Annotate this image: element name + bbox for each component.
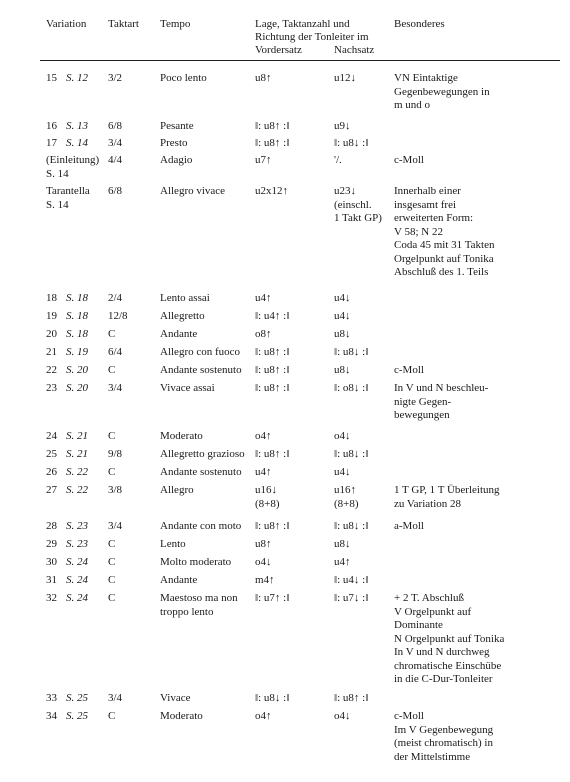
score-page-ref: S. 22 xyxy=(66,466,88,478)
variation-number: 26 xyxy=(46,466,57,478)
variation-number: 27 xyxy=(46,484,57,496)
besonderes-cell-line: in die C-Dur-Tonleiter xyxy=(394,673,493,685)
vordersatz-cell xyxy=(255,328,272,342)
vordersatz-cell xyxy=(255,310,289,324)
besonderes-cell xyxy=(394,72,562,113)
variation-number: 24 xyxy=(46,430,57,442)
score-page-ref: S. 24 xyxy=(66,556,88,568)
vordersatz-cell xyxy=(255,448,289,462)
taktart-cell: 3/4 xyxy=(108,382,123,394)
taktart-cell: 12/8 xyxy=(108,310,128,322)
variation-cell xyxy=(46,185,108,212)
besonderes-cell-line: + 2 T. Abschluß xyxy=(394,592,464,604)
besonderes-cell-line: m und o xyxy=(394,99,431,111)
vordersatz-cell-line: o4↑ xyxy=(255,710,272,722)
header-vordersatz: Vordersatz xyxy=(255,44,302,56)
header-lage-line: Richtung der Tonleiter im xyxy=(255,31,369,43)
vordersatz-cell xyxy=(255,556,272,570)
vordersatz-cell xyxy=(255,692,289,706)
taktart-cell: C xyxy=(108,430,116,442)
score-page-ref: S. 14 xyxy=(66,137,88,149)
besonderes-cell xyxy=(394,382,562,423)
variation-cell xyxy=(46,382,108,396)
vordersatz-cell-line: u4↑ xyxy=(255,466,272,478)
besonderes-cell-line: der Mittelstimme xyxy=(394,750,471,763)
nachsatz-cell xyxy=(334,154,342,168)
besonderes-cell-line: VN Eintaktige xyxy=(394,72,458,84)
vordersatz-cell xyxy=(255,574,275,588)
vordersatz-cell xyxy=(255,520,289,534)
variation-cell xyxy=(46,592,108,606)
taktart-cell: 3/4 xyxy=(108,692,123,704)
vordersatz-cell xyxy=(255,292,272,306)
vordersatz-cell-line: ‖: u8↑ :‖ xyxy=(255,120,290,132)
besonderes-cell-line: Innerhalb einer xyxy=(394,185,461,197)
tempo-cell-line: Poco lento xyxy=(160,72,207,84)
nachsatz-cell xyxy=(334,520,368,534)
tempo-cell-line: Maestoso ma non xyxy=(160,592,238,604)
nachsatz-cell-line: u8↓ xyxy=(334,538,351,550)
vordersatz-cell-line: ‖: u8↑ :‖ xyxy=(255,448,290,460)
nachsatz-cell-line: 1 Takt GP) xyxy=(334,212,382,224)
nachsatz-cell xyxy=(334,430,351,444)
vordersatz-cell-line: u16↓ xyxy=(255,484,277,496)
tempo-cell-line: Andante sostenuto xyxy=(160,466,242,478)
besonderes-cell-line: Dominante xyxy=(394,619,443,631)
tempo-cell xyxy=(160,574,252,588)
nachsatz-cell xyxy=(334,448,368,462)
variation-cell xyxy=(46,574,108,588)
taktart-cell: 2/4 xyxy=(108,292,123,304)
tempo-cell-line: Andante xyxy=(160,328,198,340)
taktart-cell: 6/4 xyxy=(108,346,123,358)
besonderes-cell-line: (meist chromatisch) in xyxy=(394,737,493,749)
tempo-cell xyxy=(160,292,252,306)
tempo-cell xyxy=(160,328,252,342)
besonderes-cell xyxy=(394,185,562,280)
besonderes-cell xyxy=(394,520,562,534)
tempo-cell xyxy=(160,346,252,360)
score-page-ref: S. 12 xyxy=(66,72,88,84)
tempo-cell-line: Pesante xyxy=(160,120,194,132)
besonderes-cell-line: 1 T GP, 1 T Überleitung xyxy=(394,484,500,496)
nachsatz-cell-line: u8↓ xyxy=(334,328,351,340)
tempo-cell-line: Moderato xyxy=(160,430,203,442)
vordersatz-cell-line: ‖: u8↑ :‖ xyxy=(255,520,290,532)
besonderes-cell xyxy=(394,710,562,764)
score-page-ref: S. 24 xyxy=(66,592,88,604)
header-lage-line: Lage, Taktanzahl und xyxy=(255,18,350,30)
tempo-cell-line: Vivace assai xyxy=(160,382,215,394)
vordersatz-cell-line: o8↑ xyxy=(255,328,272,340)
nachsatz-cell-line: u16↑ xyxy=(334,484,356,496)
variation-cell xyxy=(46,520,108,534)
tempo-cell-line: Andante sostenuto xyxy=(160,364,242,376)
variation-cell xyxy=(46,692,108,706)
variation-cell xyxy=(46,538,108,552)
header-besonderes: Besonderes xyxy=(394,18,445,30)
vordersatz-cell-line: ‖: u4↑ :‖ xyxy=(255,310,290,322)
tempo-cell xyxy=(160,382,252,396)
variation-cell xyxy=(46,328,108,342)
besonderes-cell-line: N Orgelpunkt auf Tonika xyxy=(394,632,505,645)
vordersatz-cell-line: u8↑ xyxy=(255,72,272,84)
variation-cell xyxy=(46,137,108,151)
taktart-cell: C xyxy=(108,592,116,604)
score-page-ref: S. 14 xyxy=(46,198,69,211)
besonderes-cell-line: chromatische Einschübe xyxy=(394,659,502,672)
variation-cell xyxy=(46,310,108,324)
nachsatz-cell xyxy=(334,328,351,342)
vordersatz-cell xyxy=(255,592,289,606)
variation-cell xyxy=(46,710,108,724)
vordersatz-cell-line: ‖: u7↑ :‖ xyxy=(255,592,290,604)
besonderes-cell xyxy=(394,484,562,511)
vordersatz-cell xyxy=(255,346,289,360)
tempo-cell-line: Molto moderato xyxy=(160,556,232,568)
nachsatz-cell xyxy=(334,292,351,306)
besonderes-cell-line: V 58; N 22 xyxy=(394,225,443,238)
variation-number: Tarantella xyxy=(46,185,90,197)
variation-number: 16 xyxy=(46,120,57,132)
nachsatz-cell-line: ‖: u7↓ :‖ xyxy=(334,592,369,604)
tempo-cell xyxy=(160,137,252,151)
nachsatz-cell-line: ‖: u8↑ :‖ xyxy=(334,692,369,704)
taktart-cell: 3/8 xyxy=(108,484,123,496)
vordersatz-cell xyxy=(255,382,289,396)
variation-number: 20 xyxy=(46,328,57,340)
vordersatz-cell xyxy=(255,484,280,511)
nachsatz-cell xyxy=(334,346,368,360)
vordersatz-cell xyxy=(255,185,288,199)
variation-number: 28 xyxy=(46,520,57,532)
tempo-cell xyxy=(160,120,252,134)
vordersatz-cell-line: o4↑ xyxy=(255,430,272,442)
vordersatz-cell-line: ‖: u8↑ :‖ xyxy=(255,382,290,394)
besonderes-cell-line: erweiterten Form: xyxy=(394,212,474,224)
nachsatz-cell-line: ‖: u8↓ :‖ xyxy=(334,346,369,358)
vordersatz-cell-line: m4↑ xyxy=(255,574,275,586)
tempo-cell-line: Adagio xyxy=(160,154,193,166)
score-page-ref: S. 18 xyxy=(66,310,88,322)
taktart-cell: C xyxy=(108,710,116,722)
tempo-cell xyxy=(160,556,252,570)
besonderes-cell-line: c-Moll xyxy=(394,154,424,166)
vordersatz-cell-line: ‖: u8↑ :‖ xyxy=(255,364,290,376)
vordersatz-cell-line: u4↑ xyxy=(255,292,272,304)
taktart-cell: C xyxy=(108,556,116,568)
tempo-cell xyxy=(160,364,252,378)
variation-cell xyxy=(46,154,108,181)
tempo-cell-line: Presto xyxy=(160,137,188,149)
header-rule xyxy=(40,60,560,61)
besonderes-cell-line: Gegenbewegungen in xyxy=(394,85,490,98)
taktart-cell: 3/4 xyxy=(108,137,123,149)
tempo-cell xyxy=(160,692,252,706)
tempo-cell-line: troppo lento xyxy=(160,605,214,618)
besonderes-cell-line: V Orgelpunkt auf xyxy=(394,605,472,618)
variation-cell xyxy=(46,484,108,498)
variation-cell xyxy=(46,346,108,360)
vordersatz-cell-line: u2x12↑ xyxy=(255,185,288,197)
score-page-ref: S. 19 xyxy=(66,346,88,358)
taktart-cell: C xyxy=(108,538,116,550)
score-page-ref: S. 23 xyxy=(66,538,88,550)
besonderes-cell xyxy=(394,154,562,168)
score-page-ref: S. 13 xyxy=(66,120,88,132)
vordersatz-cell xyxy=(255,120,289,134)
nachsatz-cell xyxy=(334,692,368,706)
taktart-cell: 3/2 xyxy=(108,72,123,84)
nachsatz-cell xyxy=(334,364,351,378)
vordersatz-cell xyxy=(255,364,289,378)
vordersatz-cell-line: u7↑ xyxy=(255,154,272,166)
nachsatz-cell-line: u4↓ xyxy=(334,466,351,478)
score-page-ref: S. 21 xyxy=(66,448,88,460)
score-page-ref: S. 23 xyxy=(66,520,88,532)
vordersatz-cell xyxy=(255,154,272,168)
tempo-cell-line: Lento assai xyxy=(160,292,210,304)
nachsatz-cell-line: o4↓ xyxy=(334,710,351,722)
nachsatz-cell-line: (einschl. xyxy=(334,198,372,211)
nachsatz-cell xyxy=(334,574,368,588)
tempo-cell xyxy=(160,466,252,480)
nachsatz-cell-line: u4↓ xyxy=(334,292,351,304)
besonderes-cell-line: Im V Gegenbewegung xyxy=(394,723,494,736)
vordersatz-cell-line: ‖: u8↑ :‖ xyxy=(255,137,290,149)
tempo-cell-line: Moderato xyxy=(160,710,203,722)
variation-number: 22 xyxy=(46,364,57,376)
tempo-cell-line: Lento xyxy=(160,538,186,550)
header-nachsatz: Nachsatz xyxy=(334,44,375,56)
nachsatz-cell-line: u8↓ xyxy=(334,364,351,376)
taktart-cell: 6/8 xyxy=(108,120,123,132)
vordersatz-cell xyxy=(255,710,272,724)
tempo-cell xyxy=(160,592,252,619)
tempo-cell xyxy=(160,430,252,444)
tempo-cell-line: Allegro xyxy=(160,484,194,496)
nachsatz-cell xyxy=(334,310,351,324)
variation-number: 32 xyxy=(46,592,57,604)
besonderes-cell-line: c-Moll xyxy=(394,710,424,722)
nachsatz-cell-line: ‖: u4↓ :‖ xyxy=(334,574,369,586)
taktart-cell: C xyxy=(108,466,116,478)
besonderes-cell-line: insgesamt frei xyxy=(394,198,457,211)
besonderes-cell xyxy=(394,592,562,687)
score-page-ref: S. 20 xyxy=(66,364,88,376)
score-page-ref: S. 18 xyxy=(66,328,88,340)
besonderes-cell-line: Abschluß des 1. Teils xyxy=(394,266,489,278)
taktart-cell: 9/8 xyxy=(108,448,123,460)
score-page-ref: S. 22 xyxy=(66,484,88,496)
variation-cell xyxy=(46,72,108,86)
variation-number: 23 xyxy=(46,382,57,394)
nachsatz-cell-line: u4↑ xyxy=(334,556,351,568)
vordersatz-cell xyxy=(255,137,289,151)
tempo-cell xyxy=(160,154,252,168)
besonderes-cell-line: zu Variation 28 xyxy=(394,497,462,510)
nachsatz-cell xyxy=(334,710,351,724)
variation-cell xyxy=(46,556,108,570)
variation-number: 25 xyxy=(46,448,57,460)
header-tempo: Tempo xyxy=(160,18,191,30)
vordersatz-cell xyxy=(255,538,272,552)
score-page-ref: S. 24 xyxy=(66,574,88,586)
header-taktart: Taktart xyxy=(108,18,139,30)
nachsatz-cell xyxy=(334,484,359,511)
nachsatz-cell-line: ‖: u8↓ :‖ xyxy=(334,520,369,532)
nachsatz-cell-line: '/. xyxy=(334,154,342,166)
variation-cell xyxy=(46,292,108,306)
tempo-cell xyxy=(160,484,252,498)
tempo-cell xyxy=(160,710,252,724)
taktart-cell: 3/4 xyxy=(108,520,123,532)
variation-number: 31 xyxy=(46,574,57,586)
nachsatz-cell-line: (8+8) xyxy=(334,497,359,510)
tempo-cell xyxy=(160,520,252,534)
score-page-ref: S. 21 xyxy=(66,430,88,442)
nachsatz-cell xyxy=(334,120,351,134)
vordersatz-cell-line: ‖: u8↓ :‖ xyxy=(255,692,290,704)
vordersatz-cell xyxy=(255,72,272,86)
besonderes-cell-line: nigte Gegen- xyxy=(394,395,452,408)
besonderes-cell-line: a-Moll xyxy=(394,520,424,532)
vordersatz-cell xyxy=(255,430,272,444)
vordersatz-cell-line: o4↓ xyxy=(255,556,272,568)
variation-number: 34 xyxy=(46,710,57,722)
score-page-ref: S. 25 xyxy=(66,692,88,704)
besonderes-cell-line: bewegungen xyxy=(394,409,450,421)
nachsatz-cell-line: u9↓ xyxy=(334,120,351,132)
nachsatz-cell-line: u23↓ xyxy=(334,185,356,197)
score-page-ref: S. 25 xyxy=(66,710,88,722)
tempo-cell xyxy=(160,448,252,462)
nachsatz-cell xyxy=(334,538,351,552)
besonderes-cell-line: In V und N durchweg xyxy=(394,646,490,658)
tempo-cell-line: Andante xyxy=(160,574,198,586)
nachsatz-cell-line: ‖: u8↓ :‖ xyxy=(334,137,369,149)
tempo-cell-line: Allegro con fuoco xyxy=(160,346,241,358)
variation-number: (Einleitung) xyxy=(46,154,100,166)
variation-number: 19 xyxy=(46,310,57,322)
vordersatz-cell-line: u8↑ xyxy=(255,538,272,550)
nachsatz-cell xyxy=(334,466,351,480)
tempo-cell-line: Andante con moto xyxy=(160,520,242,532)
besonderes-cell-line: In V und N beschleu- xyxy=(394,382,489,394)
besonderes-cell-line: Coda 45 mit 31 Takten xyxy=(394,239,495,251)
variation-number: 18 xyxy=(46,292,57,304)
score-page-ref: S. 14 xyxy=(46,167,69,180)
tempo-cell-line: Allegro vivace xyxy=(160,185,226,197)
nachsatz-cell xyxy=(334,185,382,226)
taktart-cell: C xyxy=(108,328,116,340)
nachsatz-cell-line: ‖: o8↓ :‖ xyxy=(334,382,369,394)
nachsatz-cell-line: ‖: u8↓ :‖ xyxy=(334,448,369,460)
tempo-cell-line: Vivace xyxy=(160,692,191,704)
variation-cell xyxy=(46,466,108,480)
variation-number: 15 xyxy=(46,72,57,84)
tempo-cell xyxy=(160,72,252,86)
taktart-cell: 4/4 xyxy=(108,154,123,166)
variation-cell xyxy=(46,364,108,378)
nachsatz-cell xyxy=(334,137,368,151)
score-page-ref: S. 18 xyxy=(66,292,88,304)
nachsatz-cell xyxy=(334,556,351,570)
variation-number: 30 xyxy=(46,556,57,568)
variation-number: 29 xyxy=(46,538,57,550)
nachsatz-cell xyxy=(334,592,368,606)
taktart-cell: C xyxy=(108,574,116,586)
tempo-cell-line: Allegretto xyxy=(160,310,205,322)
variation-cell xyxy=(46,430,108,444)
tempo-cell xyxy=(160,310,252,324)
nachsatz-cell-line: u4↓ xyxy=(334,310,351,322)
vordersatz-cell-line: ‖: u8↑ :‖ xyxy=(255,346,290,358)
tempo-cell xyxy=(160,185,252,199)
variation-cell xyxy=(46,448,108,462)
besonderes-cell xyxy=(394,364,562,378)
variation-number: 17 xyxy=(46,137,57,149)
tempo-cell xyxy=(160,538,252,552)
nachsatz-cell-line: o4↓ xyxy=(334,430,351,442)
header-lage xyxy=(255,18,369,44)
vordersatz-cell-line: (8+8) xyxy=(255,497,280,510)
vordersatz-cell xyxy=(255,466,272,480)
variation-number: 21 xyxy=(46,346,57,358)
taktart-cell: C xyxy=(108,364,116,376)
score-page-ref: S. 20 xyxy=(66,382,88,394)
nachsatz-cell xyxy=(334,72,356,86)
nachsatz-cell xyxy=(334,382,368,396)
variation-number: 33 xyxy=(46,692,57,704)
nachsatz-cell-line: u12↓ xyxy=(334,72,356,84)
header-variation: Variation xyxy=(46,18,87,30)
besonderes-cell-line: Orgelpunkt auf Tonika xyxy=(394,252,494,265)
besonderes-cell-line: c-Moll xyxy=(394,364,424,376)
taktart-cell: 6/8 xyxy=(108,185,123,197)
variation-cell xyxy=(46,120,108,134)
tempo-cell-line: Allegretto grazioso xyxy=(160,448,245,460)
